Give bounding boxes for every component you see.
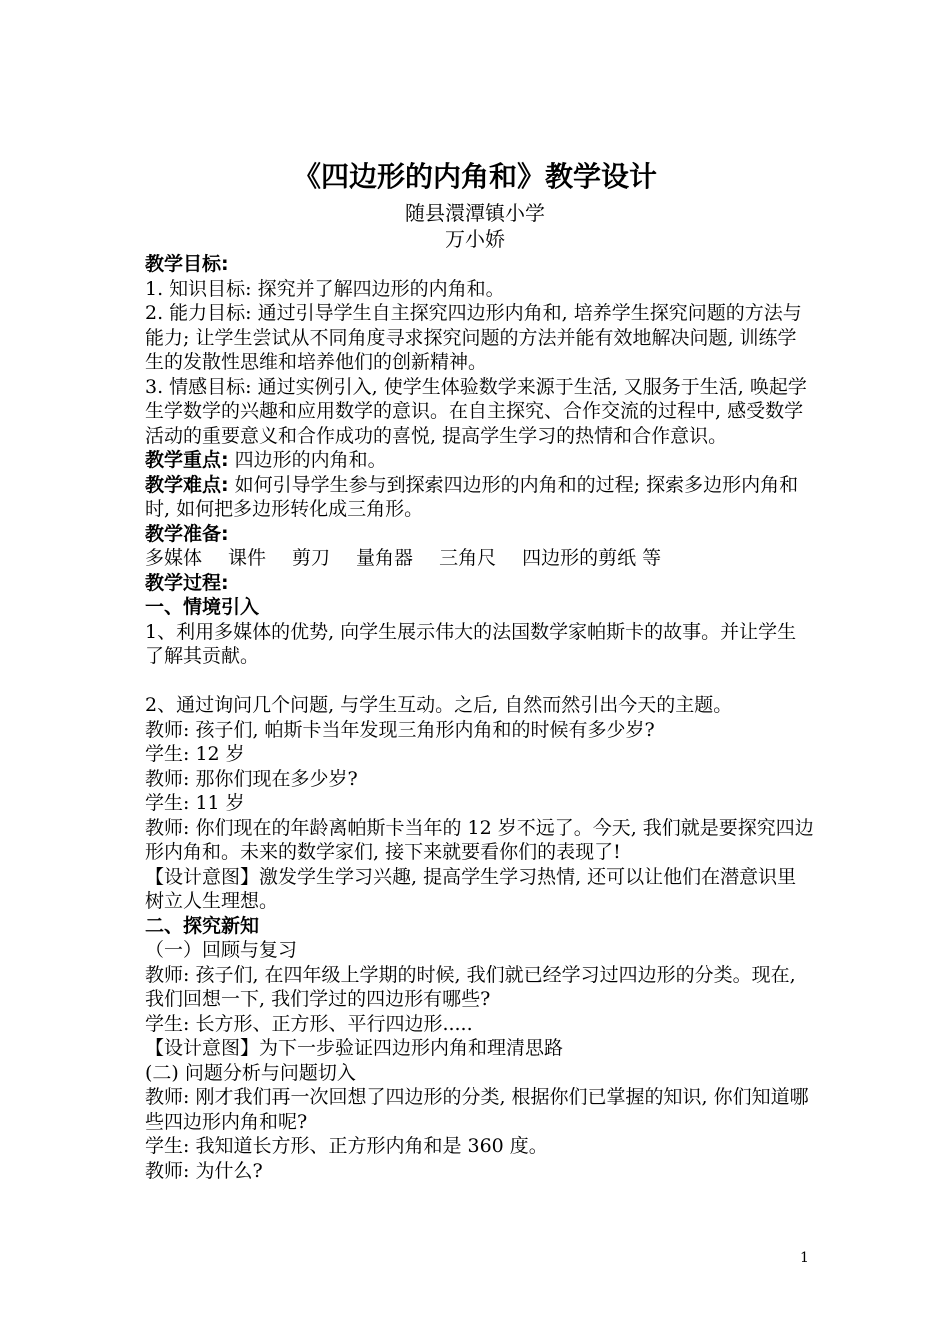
author-name: 万小娇 xyxy=(445,227,505,251)
dialogue-line: 学生: 11 岁 xyxy=(145,792,245,814)
process-heading: 教学过程: xyxy=(145,571,229,594)
subsection-heading: （一）回顾与复习 xyxy=(145,939,298,961)
prep-item: 量角器 xyxy=(356,547,414,569)
prep-item: 课件 xyxy=(228,547,267,569)
difficulty xyxy=(145,473,815,522)
paragraph: 2、通过询问几个问题, 与学生互动。之后, 自然而然引出今天的主题。 xyxy=(145,694,733,716)
prep-item: 三角尺 xyxy=(439,547,497,569)
goal-ability: 2. 能力目标: 通过引导学生自主探究四边形内角和, 培养学生探究问题的方法与能力; 让学生尝试从不同角度寻求探究问题的方法并能有效地解决问题, 训练学生的发散性思维和培养他们的创新精神。 xyxy=(145,302,802,373)
paragraph: 1、利用多媒体的优势, 向学生展示伟大的法国数学家帕斯卡的故事。并让学生了解其贡献。 xyxy=(145,620,797,667)
dialogue-line: 教师: 那你们现在多少岁? xyxy=(145,767,358,790)
document-title: 《四边形的内角和》教学设计 xyxy=(292,160,657,193)
prep-heading: 教学准备: xyxy=(145,522,229,545)
design-intent: 【设计意图】激发学生学习兴趣, 提高学生学习热情, 还可以让他们在潜意识里树立人生理想。 xyxy=(145,865,797,912)
difficulty-text: 如何引导学生参与到探索四边形的内角和的过程; 探索多边形内角和时, 如何把多边形转化成三角形。 xyxy=(145,473,799,520)
goal-emotion: 3. 情感目标: 通过实例引入, 使学生体验数学来源于生活, 又服务于生活, 唤起学生学数学的兴趣和应用数学的意识。在自主探究、合作交流的过程中, 感受数学活动的重要意义和合作成功的喜悦, 提高学生学习的热情和合作意识。 xyxy=(145,375,807,447)
dialogue-line: 教师: 刚才我们再一次回想了四边形的分类, 根据你们已掌握的知识, 你们知道哪些四边形内角和呢? xyxy=(145,1086,809,1133)
prep-item: 四边形的剪纸 等 xyxy=(522,547,662,569)
prep-item: 剪刀 xyxy=(292,547,331,569)
dialogue-line: 教师: 孩子们, 在四年级上学期的时候, 我们就已经学习过四边形的分类。现在, 我们回想一下, 我们学过的四边形有哪些? xyxy=(145,963,796,1010)
design-intent: 【设计意图】为下一步验证四边形内角和理清思路 xyxy=(145,1037,564,1059)
part1-heading: 一、情境引入 xyxy=(145,596,260,618)
school-name: 随县澴潭镇小学 xyxy=(405,201,545,225)
dialogue-line: 学生: 12 岁 xyxy=(145,743,245,765)
dialogue-line: 教师: 为什么? xyxy=(145,1159,263,1182)
subsection-heading: (二) 问题分析与问题切入 xyxy=(145,1061,356,1084)
key-point xyxy=(145,448,815,473)
prep-item: 多媒体 xyxy=(145,547,203,569)
page-number: 1 xyxy=(800,1250,809,1266)
goal-knowledge: 1. 知识目标: 探究并了解四边形的内角和。 xyxy=(145,277,505,300)
key-point-label: 教学重点: xyxy=(145,449,229,471)
key-point-text: 四边形的内角和。 xyxy=(228,449,387,471)
dialogue-line: 学生: 长方形、正方形、平行四边形..... xyxy=(145,1012,473,1035)
difficulty-label: 教学难点: xyxy=(145,473,229,496)
dialogue-line: 学生: 我知道长方形、正方形内角和是 360 度。 xyxy=(145,1135,548,1157)
part2-heading: 二、探究新知 xyxy=(145,914,260,937)
document-body xyxy=(145,252,815,1183)
dialogue-line: 教师: 你们现在的年龄离帕斯卡当年的 12 岁不远了。今天, 我们就是要探究四边形内角和。未来的数学家们, 接下来就要看你们的表现了! xyxy=(145,816,814,863)
prep-list xyxy=(145,546,815,571)
dialogue-line: 教师: 孩子们, 帕斯卡当年发现三角形内角和的时候有多少岁? xyxy=(145,718,655,741)
goals-heading: 教学目标: xyxy=(145,253,229,275)
blank-line xyxy=(145,669,815,694)
